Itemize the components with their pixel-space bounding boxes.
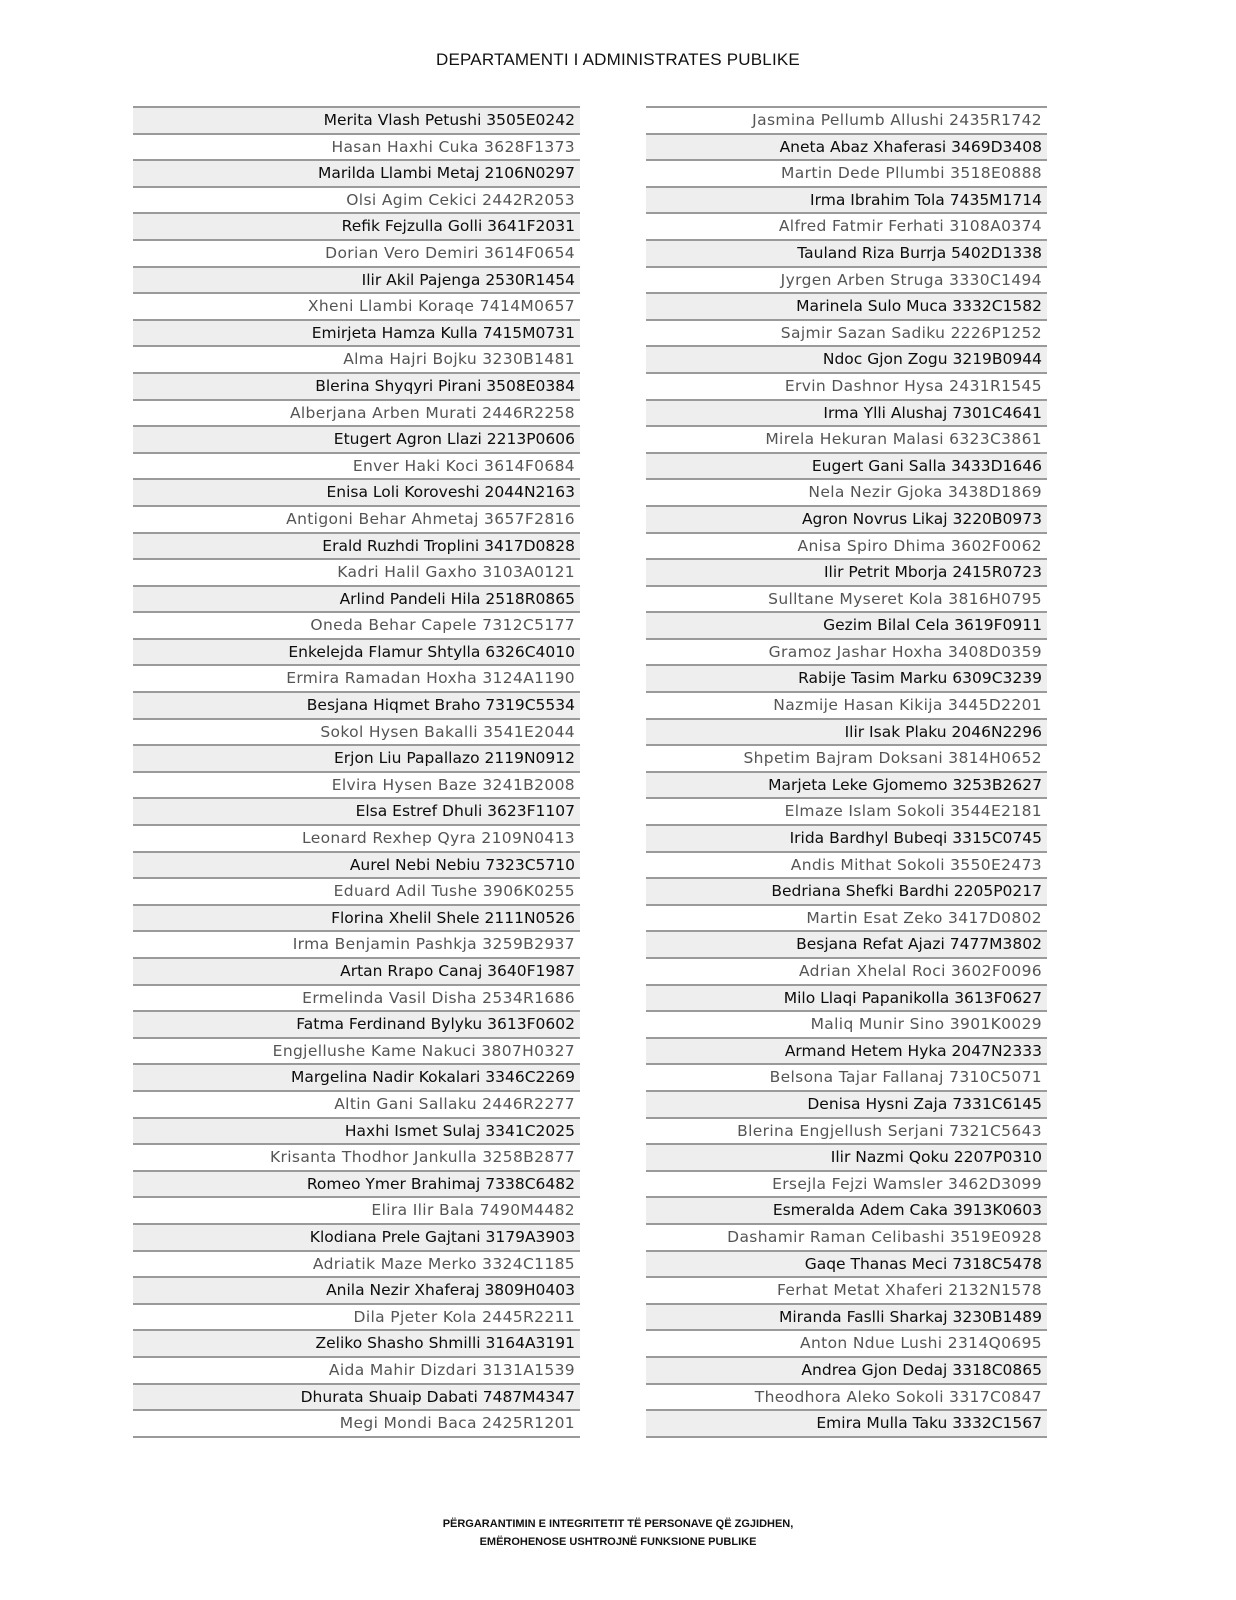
footer-line-1: PËRGARANTIMIN E INTEGRITETIT TË PERSONAVE QË ZGJIDHEN, [442, 1518, 794, 1530]
list-item: Alberjana Arben Murati 2446R2258 [133, 401, 580, 428]
list-item: Kadri Halil Gaxho 3103A0121 [133, 560, 580, 587]
list-item: Refik Fejzulla Golli 3641F2031 [133, 214, 580, 241]
list-item: Agron Novrus Likaj 3220B0973 [646, 507, 1047, 534]
list-item: Erjon Liu Papallazo 2119N0912 [133, 746, 580, 773]
list-item: Blerina Shyqyri Pirani 3508E0384 [133, 374, 580, 401]
list-item: Ermelinda Vasil Disha 2534R1686 [133, 986, 580, 1013]
list-item: Milo Llaqi Papanikolla 3613F0627 [646, 986, 1047, 1013]
list-item: Emira Mulla Taku 3332C1567 [646, 1411, 1047, 1438]
list-item: Martin Dede Pllumbi 3518E0888 [646, 161, 1047, 188]
list-item: Arlind Pandeli Hila 2518R0865 [133, 587, 580, 614]
list-item: Irma Ibrahim Tola 7435M1714 [646, 188, 1047, 215]
list-item: Zeliko Shasho Shmilli 3164A3191 [133, 1331, 580, 1358]
list-item: Anisa Spiro Dhima 3602F0062 [646, 534, 1047, 561]
list-item: Nela Nezir Gjoka 3438D1869 [646, 480, 1047, 507]
list-item: Emirjeta Hamza Kulla 7415M0731 [133, 321, 580, 348]
list-item: Belsona Tajar Fallanaj 7310C5071 [646, 1065, 1047, 1092]
list-item: Enisa Loli Koroveshi 2044N2163 [133, 480, 580, 507]
list-item: Klodiana Prele Gajtani 3179A3903 [133, 1225, 580, 1252]
left-name-column [133, 106, 580, 1438]
list-item: Krisanta Thodhor Jankulla 3258B2877 [133, 1145, 580, 1172]
list-item: Marilda Llambi Metaj 2106N0297 [133, 161, 580, 188]
list-item: Mirela Hekuran Malasi 6323C3861 [646, 427, 1047, 454]
list-item: Andrea Gjon Dedaj 3318C0865 [646, 1358, 1047, 1385]
list-item: Altin Gani Sallaku 2446R2277 [133, 1092, 580, 1119]
list-item: Blerina Engjellush Serjani 7321C5643 [646, 1119, 1047, 1146]
list-item: Jasmina Pellumb Allushi 2435R1742 [646, 108, 1047, 135]
list-item: Olsi Agim Cekici 2442R2053 [133, 188, 580, 215]
list-item: Antigoni Behar Ahmetaj 3657F2816 [133, 507, 580, 534]
list-item: Sajmir Sazan Sadiku 2226P1252 [646, 321, 1047, 348]
list-item: Enkelejda Flamur Shtylla 6326C4010 [133, 640, 580, 667]
list-item: Enver Haki Koci 3614F0684 [133, 454, 580, 481]
list-item: Theodhora Aleko Sokoli 3317C0847 [646, 1385, 1047, 1412]
list-item: Hasan Haxhi Cuka 3628F1373 [133, 135, 580, 162]
list-item: Xheni Llambi Koraqe 7414M0657 [133, 294, 580, 321]
list-item: Elira Ilir Bala 7490M4482 [133, 1198, 580, 1225]
list-item: Ilir Akil Pajenga 2530R1454 [133, 268, 580, 295]
list-item: Tauland Riza Burrja 5402D1338 [646, 241, 1047, 268]
list-item: Artan Rrapo Canaj 3640F1987 [133, 959, 580, 986]
list-item: Andis Mithat Sokoli 3550E2473 [646, 853, 1047, 880]
list-item: Aida Mahir Dizdari 3131A1539 [133, 1358, 580, 1385]
list-item: Besjana Refat Ajazi 7477M3802 [646, 932, 1047, 959]
list-item: Ervin Dashnor Hysa 2431R1545 [646, 374, 1047, 401]
list-item: Ermira Ramadan Hoxha 3124A1190 [133, 666, 580, 693]
list-item: Armand Hetem Hyka 2047N2333 [646, 1039, 1047, 1066]
list-item: Esmeralda Adem Caka 3913K0603 [646, 1198, 1047, 1225]
list-item: Anila Nezir Xhaferaj 3809H0403 [133, 1278, 580, 1305]
list-item: Engjellushe Kame Nakuci 3807H0327 [133, 1039, 580, 1066]
list-item: Ndoc Gjon Zogu 3219B0944 [646, 347, 1047, 374]
list-item: Adrian Xhelal Roci 3602F0096 [646, 959, 1047, 986]
list-item: Miranda Faslli Sharkaj 3230B1489 [646, 1305, 1047, 1332]
list-item: Bedriana Shefki Bardhi 2205P0217 [646, 879, 1047, 906]
list-item: Ersejla Fejzi Wamsler 3462D3099 [646, 1172, 1047, 1199]
list-item: Merita Vlash Petushi 3505E0242 [133, 108, 580, 135]
list-item: Besjana Hiqmet Braho 7319C5534 [133, 693, 580, 720]
list-item: Shpetim Bajram Doksani 3814H0652 [646, 746, 1047, 773]
list-item: Margelina Nadir Kokalari 3346C2269 [133, 1065, 580, 1092]
list-item: Alma Hajri Bojku 3230B1481 [133, 347, 580, 374]
list-item: Haxhi Ismet Sulaj 3341C2025 [133, 1119, 580, 1146]
list-item: Eduard Adil Tushe 3906K0255 [133, 879, 580, 906]
list-item: Elvira Hysen Baze 3241B2008 [133, 773, 580, 800]
list-item: Martin Esat Zeko 3417D0802 [646, 906, 1047, 933]
list-item: Ilir Isak Plaku 2046N2296 [646, 720, 1047, 747]
list-item: Adriatik Maze Merko 3324C1185 [133, 1252, 580, 1279]
list-item: Dila Pjeter Kola 2445R2211 [133, 1305, 580, 1332]
list-item: Erald Ruzhdi Troplini 3417D0828 [133, 534, 580, 561]
list-item: Aurel Nebi Nebiu 7323C5710 [133, 853, 580, 880]
list-item: Dorian Vero Demiri 3614F0654 [133, 241, 580, 268]
page-footer [0, 1515, 1236, 1551]
list-item: Ilir Nazmi Qoku 2207P0310 [646, 1145, 1047, 1172]
list-item: Oneda Behar Capele 7312C5177 [133, 613, 580, 640]
list-item: Elmaze Islam Sokoli 3544E2181 [646, 799, 1047, 826]
list-item: Eugert Gani Salla 3433D1646 [646, 454, 1047, 481]
list-item: Rabije Tasim Marku 6309C3239 [646, 666, 1047, 693]
list-item: Romeo Ymer Brahimaj 7338C6482 [133, 1172, 580, 1199]
list-item: Jyrgen Arben Struga 3330C1494 [646, 268, 1047, 295]
list-item: Sokol Hysen Bakalli 3541E2044 [133, 720, 580, 747]
page-title: DEPARTAMENTI I ADMINISTRATES PUBLIKE [436, 50, 800, 69]
list-item: Elsa Estref Dhuli 3623F1107 [133, 799, 580, 826]
footer-line-2: EMËROHENOSE USHTROJNË FUNKSIONE PUBLIKE [479, 1536, 757, 1548]
list-item: Dhurata Shuaip Dabati 7487M4347 [133, 1385, 580, 1412]
list-item: Irma Ylli Alushaj 7301C4641 [646, 401, 1047, 428]
list-item: Fatma Ferdinand Bylyku 3613F0602 [133, 1012, 580, 1039]
list-item: Florina Xhelil Shele 2111N0526 [133, 906, 580, 933]
list-item: Denisa Hysni Zaja 7331C6145 [646, 1092, 1047, 1119]
list-item: Nazmije Hasan Kikija 3445D2201 [646, 693, 1047, 720]
list-item: Gaqe Thanas Meci 7318C5478 [646, 1252, 1047, 1279]
list-item: Irida Bardhyl Bubeqi 3315C0745 [646, 826, 1047, 853]
list-item: Aneta Abaz Xhaferasi 3469D3408 [646, 135, 1047, 162]
list-item: Maliq Munir Sino 3901K0029 [646, 1012, 1047, 1039]
list-item: Sulltane Myseret Kola 3816H0795 [646, 587, 1047, 614]
list-item: Anton Ndue Lushi 2314Q0695 [646, 1331, 1047, 1358]
list-item: Etugert Agron Llazi 2213P0606 [133, 427, 580, 454]
right-name-column [646, 106, 1047, 1438]
list-item: Alfred Fatmir Ferhati 3108A0374 [646, 214, 1047, 241]
list-item: Leonard Rexhep Qyra 2109N0413 [133, 826, 580, 853]
list-item: Megi Mondi Baca 2425R1201 [133, 1411, 580, 1438]
list-item: Irma Benjamin Pashkja 3259B2937 [133, 932, 580, 959]
list-item: Marjeta Leke Gjomemo 3253B2627 [646, 773, 1047, 800]
list-item: Gramoz Jashar Hoxha 3408D0359 [646, 640, 1047, 667]
list-item: Ilir Petrit Mborja 2415R0723 [646, 560, 1047, 587]
list-item: Dashamir Raman Celibashi 3519E0928 [646, 1225, 1047, 1252]
list-item: Marinela Sulo Muca 3332C1582 [646, 294, 1047, 321]
list-item: Ferhat Metat Xhaferi 2132N1578 [646, 1278, 1047, 1305]
list-item: Gezim Bilal Cela 3619F0911 [646, 613, 1047, 640]
